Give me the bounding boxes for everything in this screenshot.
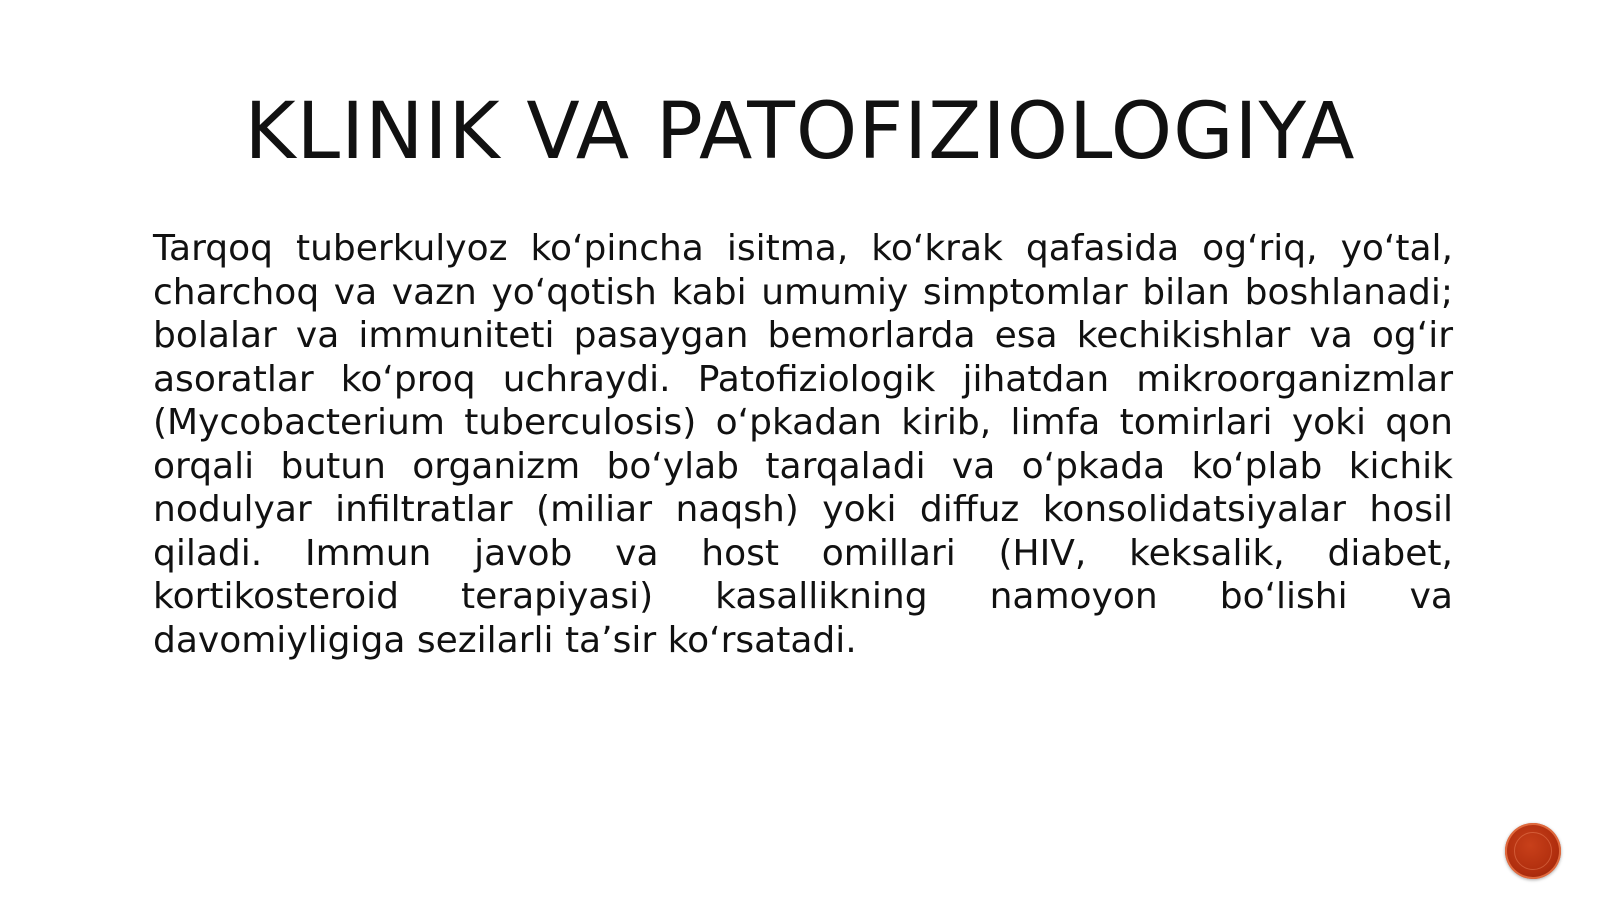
slide-nav-button[interactable] [1505, 823, 1561, 879]
slide-body-paragraph: Tarqoq tuberkulyoz ko‘pincha isitma, ko‘krak qafasida og‘riq, yo‘tal, charchoq va vazn yo‘qotish kabi umumiy simptomlar bilan boshlanadi; bolalar va immuniteti pasaygan bemorlarda esa kechikishlar va og‘ir asoratlar ko‘proq uchraydi. Patofiziologik jihatdan mikroorganizmlar (Mycobacterium tuberculosis) o‘pkadan kirib, limfa tomirlari yoki qon orqali butun organizm bo‘ylab tarqaladi va o‘pkada ko‘plab kichik nodulyar infiltratlar (miliar naqsh) yoki diffuz konsolidatsiyalar hosil qiladi. Immun javob va host omillari (HIV, keksalik, diabet, kortikosteroid terapiyasi) kasallikning namoyon bo‘lishi va davomiyligiga sezilarli ta’sir ko‘rsatadi. [153, 228, 1453, 661]
slide-title: KLINIK VA PATOFIZIOLOGIYA [244, 87, 1356, 177]
circle-button-icon [1514, 832, 1552, 870]
